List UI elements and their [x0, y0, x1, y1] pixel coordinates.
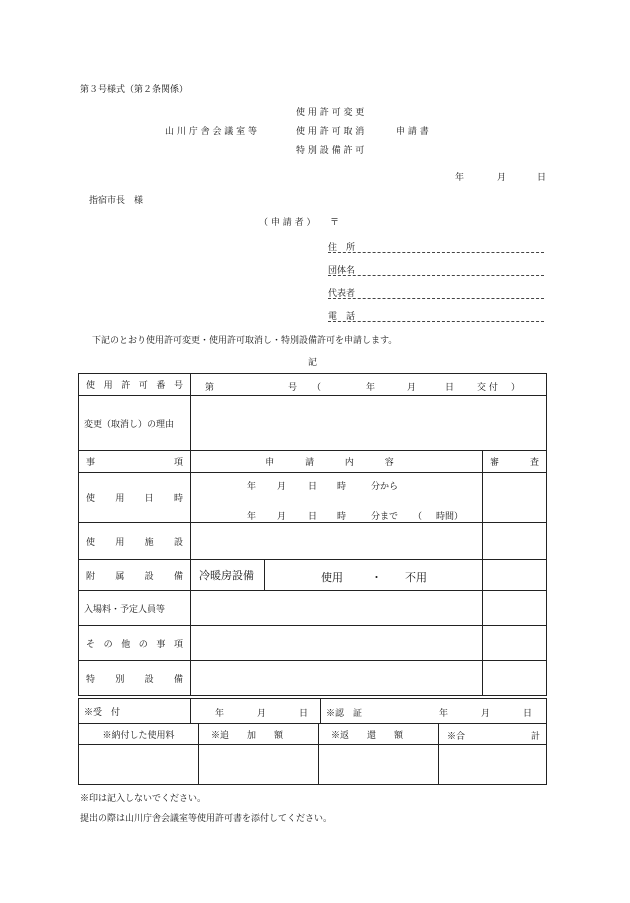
permit-number-row: [79, 374, 547, 396]
other-label: その他の事項: [79, 626, 191, 661]
dt2-until: 分まで: [371, 512, 399, 522]
fee-review: [483, 591, 547, 626]
date-day: 日: [537, 173, 547, 183]
equipment-row: [79, 560, 547, 591]
other-field[interactable]: [191, 626, 483, 661]
header-content: 申 請 内 容: [191, 451, 483, 473]
note-1: ※印は記入しないでください。: [80, 794, 207, 804]
equipment-choice[interactable]: [265, 560, 483, 591]
approved-month: 月: [481, 709, 491, 719]
fee-label: 入場料・予定人員等: [79, 591, 191, 626]
special-row: [79, 661, 547, 696]
permit-open-paren: （: [312, 383, 322, 393]
org-label: 団体名: [328, 266, 356, 276]
received-month: 月: [257, 709, 267, 719]
note-2: 提出の際は山川庁舎会議室等使用許可書を添付してください。: [80, 814, 333, 824]
datetime-label: 使用日時: [79, 473, 191, 523]
dt1-from: 分から: [371, 482, 399, 492]
datetime-review: [483, 473, 547, 523]
date-month: 月: [497, 173, 507, 183]
equip-separator: ・: [371, 571, 382, 584]
fee-values-row: [79, 745, 547, 785]
org-field[interactable]: [328, 275, 544, 276]
other-row: [79, 626, 547, 661]
dt2-open-paren: （: [413, 512, 423, 522]
refund-label: ※返 還 額: [319, 724, 439, 745]
approved-day: 日: [523, 709, 533, 719]
dt2-hour: 時: [337, 512, 347, 522]
received-day: 日: [299, 709, 309, 719]
dt2-year: 年: [247, 512, 257, 522]
facility-label: 使用施設: [79, 523, 191, 560]
paid-value: [79, 745, 199, 785]
paid-label: ※納付した使用料: [79, 724, 199, 745]
additional-value: [199, 745, 319, 785]
dt1-hour: 時: [337, 482, 347, 492]
permit-year: 年: [366, 383, 376, 393]
permit-month: 月: [407, 383, 417, 393]
phone-label: 電 話: [328, 312, 356, 322]
dt2-hours: 時間）: [436, 512, 464, 522]
address-label: 住 所: [328, 243, 356, 253]
total-label: [439, 724, 547, 745]
dt1-day: 日: [308, 482, 318, 492]
datetime-row: [79, 473, 547, 523]
facility-review: [483, 523, 547, 560]
equipment-label: 附属設備: [79, 560, 191, 591]
dt2-month: 月: [277, 512, 287, 522]
other-review: [483, 626, 547, 661]
dt1-year: 年: [247, 482, 257, 492]
reason-row: [79, 396, 547, 451]
permit-number-field[interactable]: [191, 374, 547, 396]
datetime-field[interactable]: [191, 473, 483, 523]
title-suffix: 申 請 書: [396, 127, 429, 137]
total-mark: ※合: [447, 732, 466, 742]
received-date: [191, 699, 321, 724]
rep-label: 代表者: [328, 289, 356, 299]
permit-number-label: 使用許可番号: [79, 374, 191, 396]
total-value: [439, 745, 547, 785]
header-review: 審 査: [483, 451, 547, 473]
fee-header-row: [79, 724, 547, 745]
header-row: [79, 451, 547, 473]
title-option-change: 使 用 許 可 変 更: [296, 108, 365, 118]
ki-label: 記: [308, 358, 318, 368]
additional-label: ※追 加 額: [199, 724, 319, 745]
date-year: 年: [455, 173, 465, 183]
facility-field[interactable]: [191, 523, 483, 560]
received-row: [79, 699, 547, 724]
title-prefix: 山 川 庁 舎 会 議 室 等: [165, 127, 258, 137]
title-option-special: 特 別 設 備 許 可: [296, 146, 365, 156]
postal-mark: 〒: [330, 218, 340, 228]
approved-label: ※認 証: [326, 709, 363, 719]
office-table: [78, 698, 547, 724]
header-item: 事項: [79, 451, 191, 473]
permit-dai: 第: [205, 383, 215, 393]
approved-cell: [321, 699, 547, 724]
received-year: 年: [215, 709, 225, 719]
permit-close-paren: ）: [511, 383, 521, 393]
fee-table: [78, 723, 547, 785]
fee-field[interactable]: [191, 591, 483, 626]
reason-field[interactable]: [191, 396, 547, 451]
reason-label: 変更（取消し）の理由: [79, 396, 191, 451]
form-number: 第３号様式（第２条関係）: [80, 85, 189, 95]
phone-field[interactable]: [328, 321, 544, 322]
permit-day: 日: [445, 383, 455, 393]
approved-year: 年: [439, 709, 449, 719]
permit-go: 号: [288, 383, 298, 393]
equip-nouse-option[interactable]: 不用: [405, 571, 427, 584]
equipment-name: 冷暖房設備: [191, 560, 265, 591]
application-table: [78, 373, 547, 696]
total-end: 計: [531, 732, 541, 742]
equip-use-option[interactable]: 使用: [321, 571, 343, 584]
refund-value: [319, 745, 439, 785]
dt1-month: 月: [277, 482, 287, 492]
permit-kofu: 交 付: [477, 383, 498, 393]
special-review: [483, 661, 547, 696]
special-label: 特別設備: [79, 661, 191, 696]
title-option-cancel: 使 用 許 可 取 消: [296, 127, 365, 137]
address-field[interactable]: [328, 252, 544, 253]
equipment-review: [483, 560, 547, 591]
dt2-day: 日: [308, 512, 318, 522]
fee-row: [79, 591, 547, 626]
received-label: ※受 付: [79, 699, 191, 724]
body-text: 下記のとおり使用許可変更・使用許可取消し・特別設備許可を申請します。: [92, 336, 398, 346]
facility-row: [79, 523, 547, 560]
special-field[interactable]: [191, 661, 483, 696]
rep-field[interactable]: [328, 298, 544, 299]
addressee: 指宿市長 様: [89, 196, 144, 206]
applicant-heading: （ 申 請 者 ）: [259, 218, 316, 228]
